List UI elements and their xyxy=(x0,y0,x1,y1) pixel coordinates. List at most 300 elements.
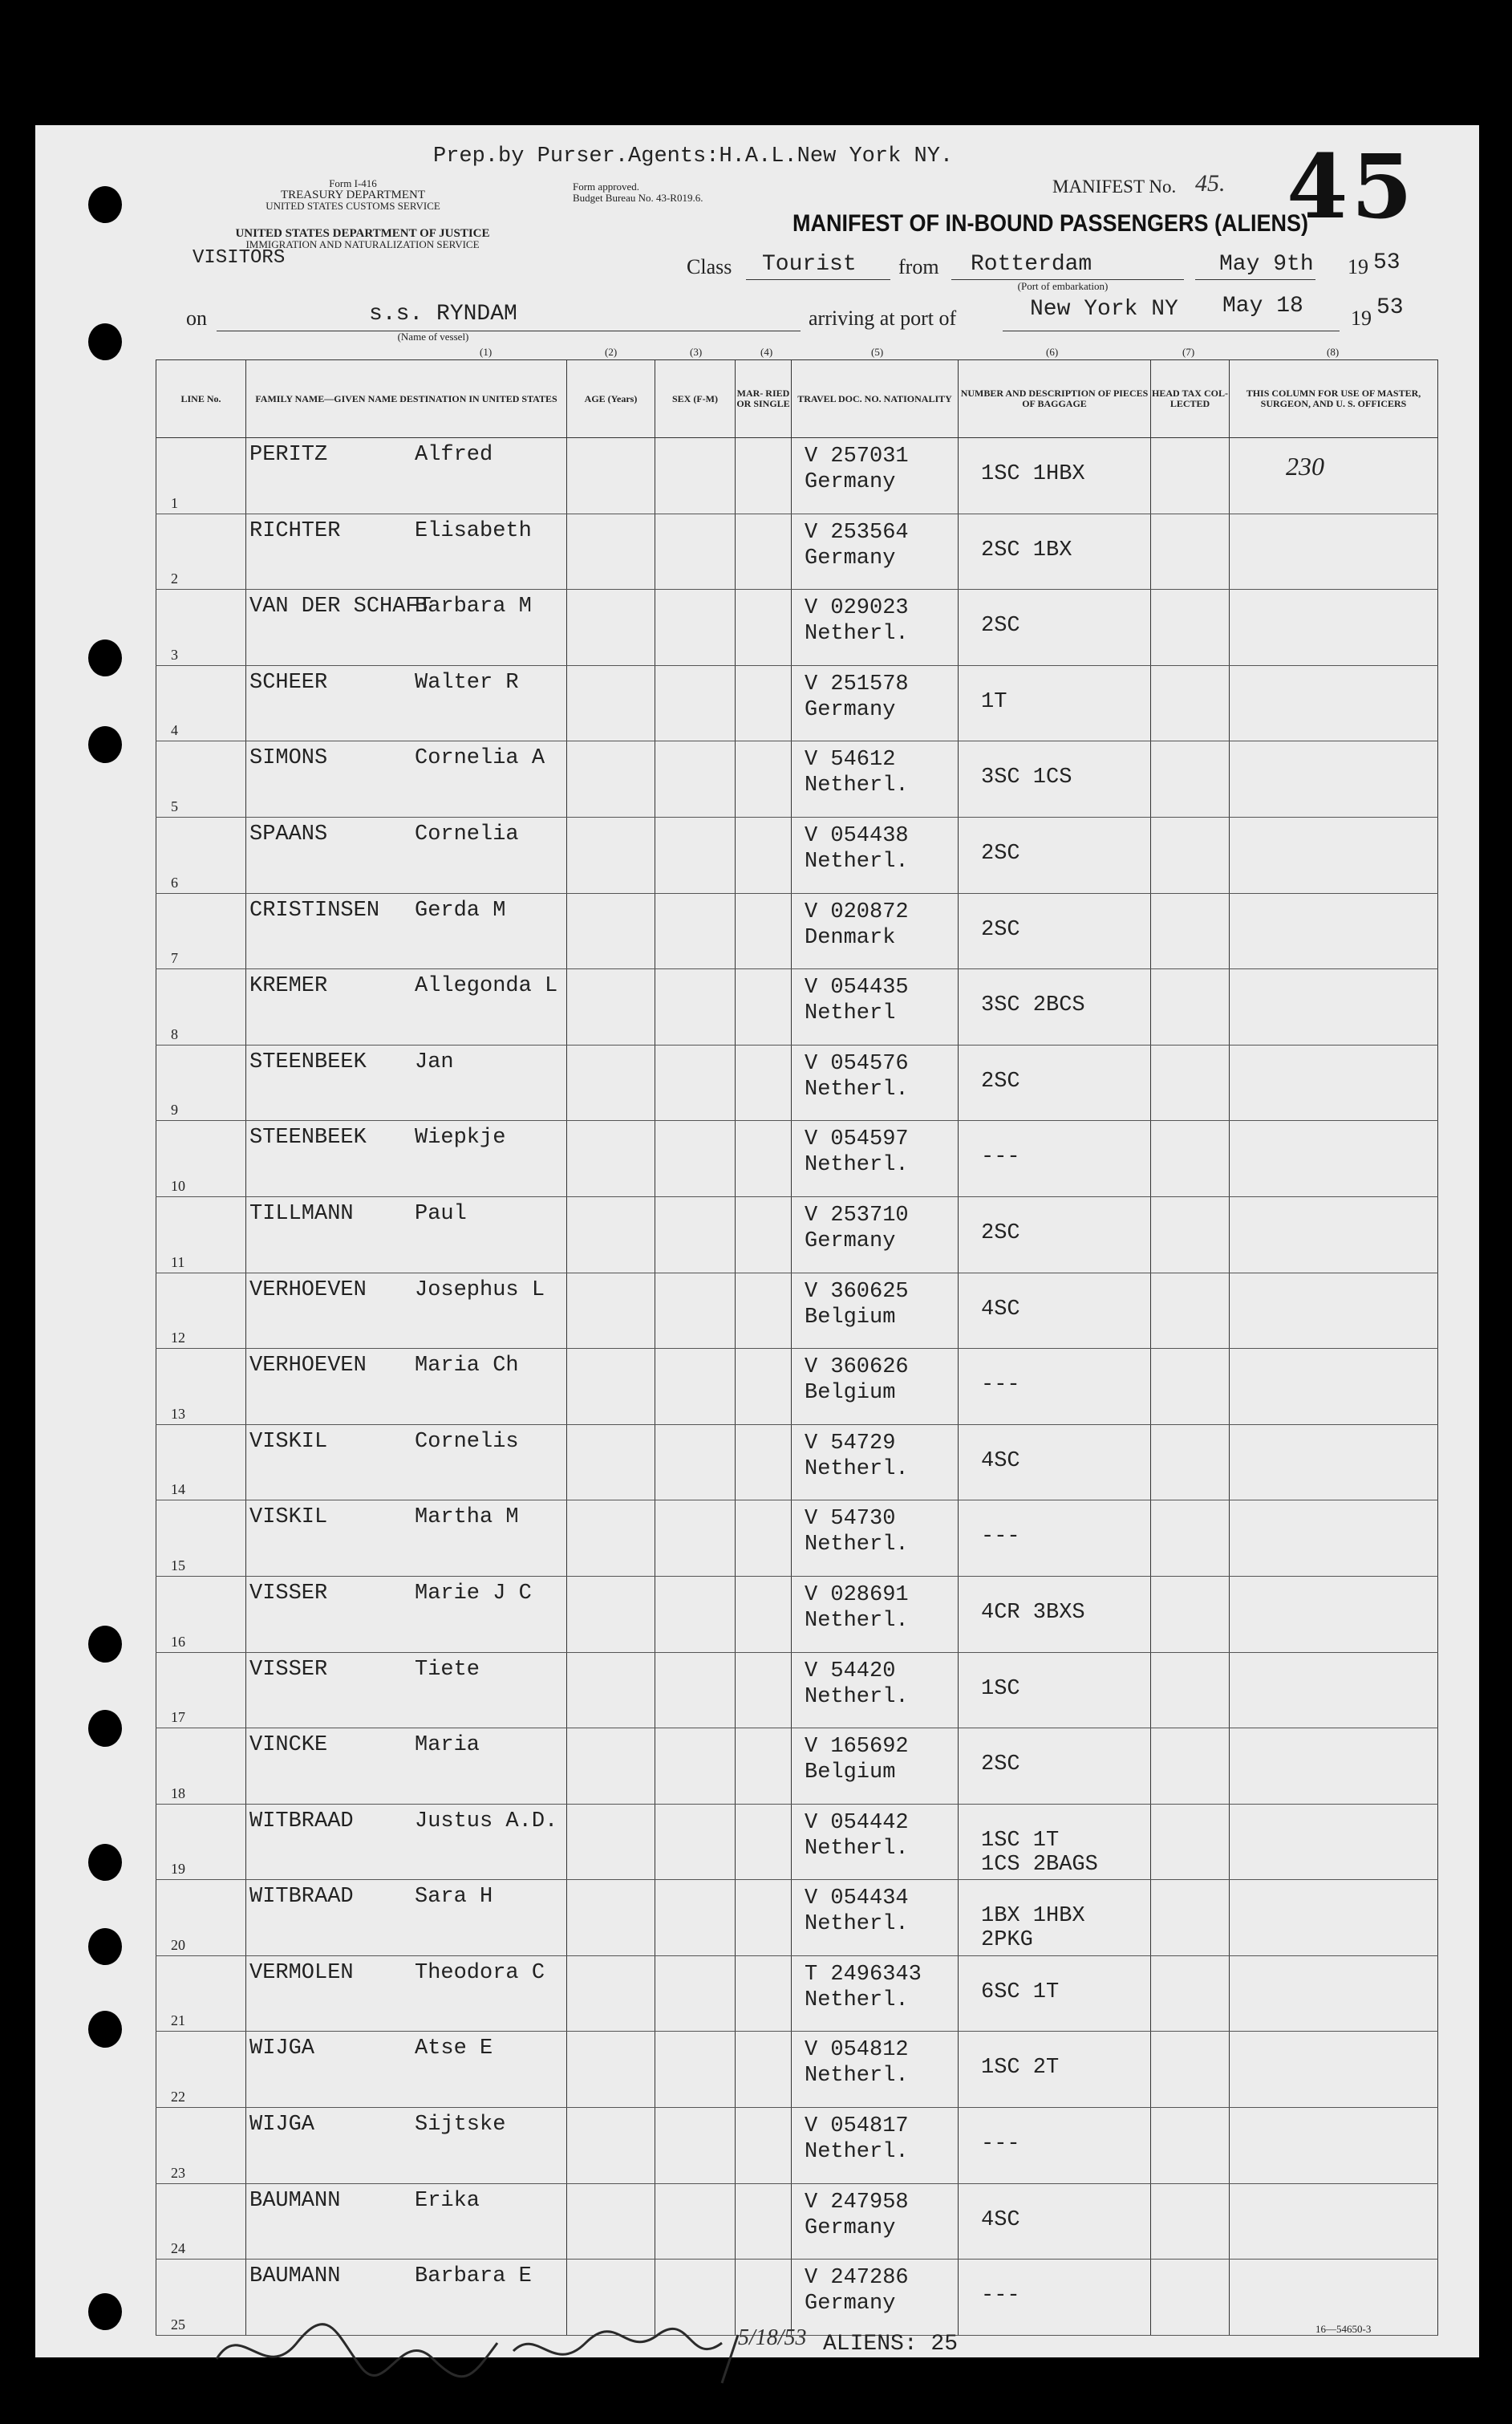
nationality: Germany xyxy=(805,546,896,570)
travel-doc-cell xyxy=(792,2108,959,2184)
nationality: Belgium xyxy=(805,1381,896,1406)
baggage: 1SC xyxy=(981,1676,1020,1701)
sex-cell xyxy=(655,817,736,893)
family-name: SIMONS xyxy=(249,746,328,771)
married-cell xyxy=(736,665,792,741)
officers-cell xyxy=(1230,817,1438,893)
line-number: 15 xyxy=(171,1557,185,1573)
travel-doc-number: V 253564 xyxy=(805,520,909,545)
table-row xyxy=(156,1273,1438,1349)
family-name: VINCKE xyxy=(249,1733,328,1758)
travel-doc-cell xyxy=(792,514,959,590)
line-number: 1 xyxy=(171,494,178,511)
age-cell xyxy=(567,741,655,818)
age-cell xyxy=(567,1273,655,1349)
sex-cell xyxy=(655,1728,736,1805)
baggage-cell xyxy=(959,665,1151,741)
sex-cell xyxy=(655,1576,736,1652)
line-number-cell xyxy=(156,2183,246,2260)
line-number: 9 xyxy=(171,1102,178,1119)
given-name: Allegonda L xyxy=(415,974,558,999)
travel-doc-number: V 054434 xyxy=(805,1886,909,1911)
embarkation-caption: (Port of embarkation) xyxy=(1017,280,1109,292)
nationality: Belgium xyxy=(805,1760,896,1785)
nationality: Netherl. xyxy=(805,1988,909,2012)
travel-doc-number: V 165692 xyxy=(805,1735,909,1760)
travel-doc-number: V 054597 xyxy=(805,1127,909,1152)
year-prefix-2: 19 xyxy=(1351,307,1372,330)
line-number: 8 xyxy=(171,1025,178,1042)
line-number-cell xyxy=(156,1804,246,1880)
head-tax-cell xyxy=(1151,1728,1230,1805)
age-cell xyxy=(567,817,655,893)
age-cell xyxy=(567,590,655,666)
married-cell xyxy=(736,2183,792,2260)
sex-cell xyxy=(655,741,736,818)
head-tax-cell xyxy=(1151,2183,1230,2260)
aliens-total: ALIENS: 25 xyxy=(823,2332,959,2357)
baggage: --- xyxy=(981,2284,1020,2308)
given-name: Walter R xyxy=(415,670,519,695)
baggage-cell xyxy=(959,2260,1151,2336)
on-label: on xyxy=(186,307,207,330)
head-tax-cell xyxy=(1151,2260,1230,2336)
baggage: 1BX 1HBX 2PKG xyxy=(981,1904,1085,1953)
colnum-6: (6) xyxy=(1046,346,1059,358)
from-value: Rotterdam xyxy=(971,252,1092,277)
col-sex-header: SEX (F-M) xyxy=(655,360,736,438)
sex-cell xyxy=(655,969,736,1046)
name-cell xyxy=(246,1349,567,1425)
line-number-cell xyxy=(156,1576,246,1652)
from-label: from xyxy=(898,255,939,278)
head-tax-cell xyxy=(1151,1576,1230,1652)
baggage: --- xyxy=(981,1525,1020,1549)
nationality: Germany xyxy=(805,697,896,722)
officers-cell xyxy=(1230,1045,1438,1121)
officers-cell xyxy=(1230,1728,1438,1805)
travel-doc-number: V 54729 xyxy=(805,1431,896,1456)
given-name: Sara H xyxy=(415,1885,493,1910)
baggage: 4SC xyxy=(981,1297,1020,1322)
line-number: 17 xyxy=(171,1709,185,1726)
age-cell xyxy=(567,2183,655,2260)
travel-doc-cell xyxy=(792,1652,959,1728)
age-cell xyxy=(567,1121,655,1197)
nationality: Netherl. xyxy=(805,1836,909,1861)
baggage-cell xyxy=(959,1576,1151,1652)
travel-doc-cell xyxy=(792,1576,959,1652)
manifest-number-stamp: 45 xyxy=(1287,135,1417,238)
head-tax-cell xyxy=(1151,1349,1230,1425)
nationality: Netherl. xyxy=(805,2140,909,2165)
baggage: 3SC 1CS xyxy=(981,765,1072,790)
travel-doc-number: V 360625 xyxy=(805,1279,909,1304)
travel-doc-cell xyxy=(792,1500,959,1577)
sex-cell xyxy=(655,1500,736,1577)
baggage-cell xyxy=(959,2032,1151,2108)
officers-cell xyxy=(1230,514,1438,590)
travel-doc-number: V 054442 xyxy=(805,1810,909,1835)
sex-cell xyxy=(655,1955,736,2032)
head-tax-cell xyxy=(1151,817,1230,893)
travel-doc-cell xyxy=(792,817,959,893)
age-cell xyxy=(567,969,655,1046)
travel-doc-number: V 054812 xyxy=(805,2038,909,2063)
table-row xyxy=(156,1045,1438,1121)
nationality: Netherl. xyxy=(805,849,909,874)
name-cell xyxy=(246,2183,567,2260)
given-name: Jan xyxy=(415,1050,454,1074)
sex-cell xyxy=(655,1349,736,1425)
head-tax-cell xyxy=(1151,2032,1230,2108)
head-tax-cell xyxy=(1151,1424,1230,1500)
sex-cell xyxy=(655,893,736,969)
table-row xyxy=(156,1652,1438,1728)
travel-doc-cell xyxy=(792,1045,959,1121)
age-cell xyxy=(567,1652,655,1728)
baggage: 4SC xyxy=(981,1448,1020,1473)
customs-service: UNITED STATES CUSTOMS SERVICE xyxy=(266,200,440,212)
travel-doc-cell xyxy=(792,665,959,741)
baggage: 4SC xyxy=(981,2207,1020,2232)
name-cell xyxy=(246,1728,567,1805)
line-number-cell xyxy=(156,438,246,514)
line-number: 24 xyxy=(171,2240,185,2257)
colnum-7: (7) xyxy=(1182,346,1195,358)
travel-doc-number: V 360626 xyxy=(805,1355,909,1380)
sex-cell xyxy=(655,2108,736,2184)
baggage-cell xyxy=(959,1880,1151,1956)
travel-doc-cell xyxy=(792,893,959,969)
travel-doc-cell xyxy=(792,590,959,666)
given-name: Maria xyxy=(415,1733,480,1758)
age-cell xyxy=(567,1955,655,2032)
table-row xyxy=(156,1349,1438,1425)
baggage: 1T xyxy=(981,689,1007,714)
family-name: KREMER xyxy=(249,974,328,999)
age-cell xyxy=(567,438,655,514)
married-cell xyxy=(736,514,792,590)
binder-hole xyxy=(88,726,122,763)
married-cell xyxy=(736,893,792,969)
form-approved: Form approved. xyxy=(573,181,640,193)
ins-service: IMMIGRATION AND NATURALIZATION SERVICE xyxy=(245,238,480,250)
married-cell xyxy=(736,1349,792,1425)
married-cell xyxy=(736,438,792,514)
officers-cell xyxy=(1230,2108,1438,2184)
name-cell xyxy=(246,438,567,514)
arriving-label: arriving at port of xyxy=(809,307,957,330)
table-row xyxy=(156,817,1438,893)
line-number: 10 xyxy=(171,1177,185,1194)
line-number: 14 xyxy=(171,1481,185,1498)
age-cell xyxy=(567,2032,655,2108)
given-name: Alfred xyxy=(415,443,493,467)
table-row xyxy=(156,590,1438,666)
age-cell xyxy=(567,893,655,969)
colnum-2: (2) xyxy=(605,346,618,358)
married-cell xyxy=(736,1728,792,1805)
married-cell xyxy=(736,1196,792,1273)
travel-doc-cell xyxy=(792,1349,959,1425)
married-cell xyxy=(736,1045,792,1121)
baggage: 2SC xyxy=(981,1069,1020,1094)
married-cell xyxy=(736,1500,792,1577)
baggage-cell xyxy=(959,1728,1151,1805)
head-tax-cell xyxy=(1151,1121,1230,1197)
nationality: Netherl. xyxy=(805,1533,909,1557)
travel-doc-cell xyxy=(792,438,959,514)
given-name: Wiepkje xyxy=(415,1126,506,1151)
name-cell xyxy=(246,1500,567,1577)
nationality: Netherl. xyxy=(805,1077,909,1102)
table-row xyxy=(156,2108,1438,2184)
travel-doc-number: V 020872 xyxy=(805,899,909,924)
family-name: VISKIL xyxy=(249,1429,328,1454)
table-row xyxy=(156,741,1438,818)
table-row xyxy=(156,1576,1438,1652)
given-name: Martha M xyxy=(415,1505,519,1530)
baggage-cell xyxy=(959,741,1151,818)
age-cell xyxy=(567,1196,655,1273)
binder-hole xyxy=(88,1844,122,1881)
baggage: 2SC xyxy=(981,1220,1020,1245)
name-cell xyxy=(246,665,567,741)
baggage: 2SC 1BX xyxy=(981,538,1072,562)
head-tax-cell xyxy=(1151,1955,1230,2032)
line-number-cell xyxy=(156,969,246,1046)
travel-doc-cell xyxy=(792,1196,959,1273)
table-row xyxy=(156,893,1438,969)
budget-bureau: Budget Bureau No. 43-R019.6. xyxy=(573,192,703,204)
given-name: Paul xyxy=(415,1201,467,1226)
name-cell xyxy=(246,1576,567,1652)
family-name: RICHTER xyxy=(249,518,341,543)
travel-doc-number: T 2496343 xyxy=(805,1962,922,1987)
officers-cell xyxy=(1230,1273,1438,1349)
binder-hole xyxy=(88,2011,122,2048)
sex-cell xyxy=(655,1045,736,1121)
given-name: Cornelia A xyxy=(415,746,545,771)
binder-hole xyxy=(88,323,122,360)
line-number-cell xyxy=(156,1728,246,1805)
travel-doc-number: V 247286 xyxy=(805,2266,909,2291)
departure-date: May 9th xyxy=(1219,252,1314,277)
head-tax-cell xyxy=(1151,514,1230,590)
sex-cell xyxy=(655,590,736,666)
name-cell xyxy=(246,741,567,818)
head-tax-cell xyxy=(1151,1880,1230,1956)
passenger-table xyxy=(156,359,1438,2336)
sex-cell xyxy=(655,1880,736,1956)
married-cell xyxy=(736,741,792,818)
age-cell xyxy=(567,514,655,590)
travel-doc-cell xyxy=(792,741,959,818)
line-number-cell xyxy=(156,2108,246,2184)
table-row xyxy=(156,2032,1438,2108)
head-tax-cell xyxy=(1151,1804,1230,1880)
married-cell xyxy=(736,1880,792,1956)
age-cell xyxy=(567,1349,655,1425)
table-row xyxy=(156,2183,1438,2260)
given-name: Barbara E xyxy=(415,2264,532,2289)
name-cell xyxy=(246,1880,567,1956)
line-number: 22 xyxy=(171,2089,185,2105)
married-cell xyxy=(736,1576,792,1652)
colnum-8: (8) xyxy=(1327,346,1340,358)
age-cell xyxy=(567,1424,655,1500)
sex-cell xyxy=(655,1424,736,1500)
officers-cell xyxy=(1230,1652,1438,1728)
nationality: Netherl. xyxy=(805,1912,909,1937)
nationality: Netherl. xyxy=(805,1153,909,1178)
name-cell xyxy=(246,1652,567,1728)
officers-cell xyxy=(1230,2183,1438,2260)
head-tax-cell xyxy=(1151,1652,1230,1728)
officers-cell xyxy=(1230,1955,1438,2032)
baggage: 2SC xyxy=(981,614,1020,639)
line-number-cell xyxy=(156,741,246,818)
travel-doc-number: V 251578 xyxy=(805,672,909,696)
name-cell xyxy=(246,1273,567,1349)
colnum-4: (4) xyxy=(760,346,773,358)
officers-cell xyxy=(1230,741,1438,818)
sex-cell xyxy=(655,2183,736,2260)
given-name: Maria Ch xyxy=(415,1354,519,1378)
sex-cell xyxy=(655,1121,736,1197)
baggage-cell xyxy=(959,1196,1151,1273)
visitors-stamp: VISITORS xyxy=(193,247,286,269)
travel-doc-number: V 054438 xyxy=(805,823,909,848)
married-cell xyxy=(736,2032,792,2108)
col-age-header: AGE (Years) xyxy=(567,360,655,438)
given-name: Erika xyxy=(415,2188,480,2213)
travel-doc-cell xyxy=(792,1880,959,1956)
signature-date: 5/18/53 xyxy=(738,2325,807,2350)
officers-cell xyxy=(1230,1880,1438,1956)
officers-cell xyxy=(1230,1349,1438,1425)
baggage-cell xyxy=(959,1424,1151,1500)
binder-hole xyxy=(88,186,122,223)
name-cell xyxy=(246,514,567,590)
travel-doc-cell xyxy=(792,1121,959,1197)
baggage: --- xyxy=(981,1373,1020,1398)
name-cell xyxy=(246,1955,567,2032)
nationality: Germany xyxy=(805,1228,896,1253)
baggage-cell xyxy=(959,438,1151,514)
family-name: WITBRAAD xyxy=(249,1809,354,1833)
travel-doc-cell xyxy=(792,969,959,1046)
officers-cell xyxy=(1230,1196,1438,1273)
table-row xyxy=(156,1196,1438,1273)
given-name: Sijtske xyxy=(415,2113,506,2138)
travel-doc-cell xyxy=(792,2183,959,2260)
line-number-cell xyxy=(156,1121,246,1197)
vessel-caption: (Name of vessel) xyxy=(397,331,469,343)
nationality: Belgium xyxy=(805,1305,896,1330)
line-number-cell xyxy=(156,1652,246,1728)
sex-cell xyxy=(655,2032,736,2108)
family-name: STEENBEEK xyxy=(249,1126,367,1151)
line-number-cell xyxy=(156,1955,246,2032)
given-name: Barbara M xyxy=(415,595,532,619)
manifest-title: MANIFEST OF IN-BOUND PASSENGERS (ALIENS) xyxy=(792,210,1309,237)
baggage-cell xyxy=(959,893,1151,969)
baggage-cell xyxy=(959,1500,1151,1577)
travel-doc-cell xyxy=(792,1728,959,1805)
officers-cell xyxy=(1230,438,1438,514)
married-cell xyxy=(736,1804,792,1880)
col-baggage-header: NUMBER AND DESCRIPTION OF PIECES OF BAGGAGE xyxy=(959,360,1151,438)
nationality: Netherl. xyxy=(805,1684,909,1709)
line-number-cell xyxy=(156,817,246,893)
officer-signature xyxy=(209,2311,898,2399)
line-number-cell xyxy=(156,590,246,666)
colnum-1: (1) xyxy=(480,346,493,358)
travel-doc-number: V 054817 xyxy=(805,2114,909,2139)
line-number-cell xyxy=(156,1880,246,1956)
nationality: Germany xyxy=(805,2215,896,2240)
binder-hole xyxy=(88,1626,122,1663)
baggage-cell xyxy=(959,1804,1151,1880)
baggage-cell xyxy=(959,817,1151,893)
name-cell xyxy=(246,817,567,893)
col-travel-doc-header: TRAVEL DOC. NO. NATIONALITY xyxy=(792,360,959,438)
class-value: Tourist xyxy=(762,252,857,277)
line-number: 4 xyxy=(171,722,178,739)
baggage: 3SC 2BCS xyxy=(981,993,1085,1018)
family-name: VERMOLEN xyxy=(249,1960,354,1985)
travel-doc-number: V 54612 xyxy=(805,748,896,773)
head-tax-cell xyxy=(1151,2108,1230,2184)
nationality: Netherl xyxy=(805,1001,896,1026)
name-cell xyxy=(246,1121,567,1197)
table-row xyxy=(156,438,1438,514)
age-cell xyxy=(567,1045,655,1121)
table-row xyxy=(156,1955,1438,2032)
given-name: Tiete xyxy=(415,1657,480,1682)
nationality: Netherl. xyxy=(805,773,909,798)
baggage-cell xyxy=(959,590,1151,666)
line-number-cell xyxy=(156,1500,246,1577)
binder-hole xyxy=(88,2293,122,2330)
travel-doc-number: V 029023 xyxy=(805,596,909,621)
baggage: 1SC 1HBX xyxy=(981,462,1085,486)
given-name: Atse E xyxy=(415,2036,493,2061)
age-cell xyxy=(567,1804,655,1880)
line-number-cell xyxy=(156,514,246,590)
given-name: Josephus L xyxy=(415,1277,545,1302)
line-number: 5 xyxy=(171,798,178,814)
married-cell xyxy=(736,1273,792,1349)
given-name: Theodora C xyxy=(415,1960,545,1985)
sex-cell xyxy=(655,1652,736,1728)
line-number: 2 xyxy=(171,570,178,587)
col-head-tax-header: HEAD TAX COL- LECTED xyxy=(1151,360,1230,438)
officers-cell xyxy=(1230,1121,1438,1197)
given-name: Marie J C xyxy=(415,1581,532,1606)
given-name: Justus A.D. xyxy=(415,1809,558,1833)
sex-cell xyxy=(655,665,736,741)
married-cell xyxy=(736,590,792,666)
given-name: Gerda M xyxy=(415,898,506,923)
manifest-no-label: MANIFEST No. xyxy=(1052,177,1177,197)
table-row xyxy=(156,1880,1438,1956)
arrival-date: May 18 xyxy=(1222,294,1303,319)
baggage-cell xyxy=(959,1652,1151,1728)
married-cell xyxy=(736,1955,792,2032)
